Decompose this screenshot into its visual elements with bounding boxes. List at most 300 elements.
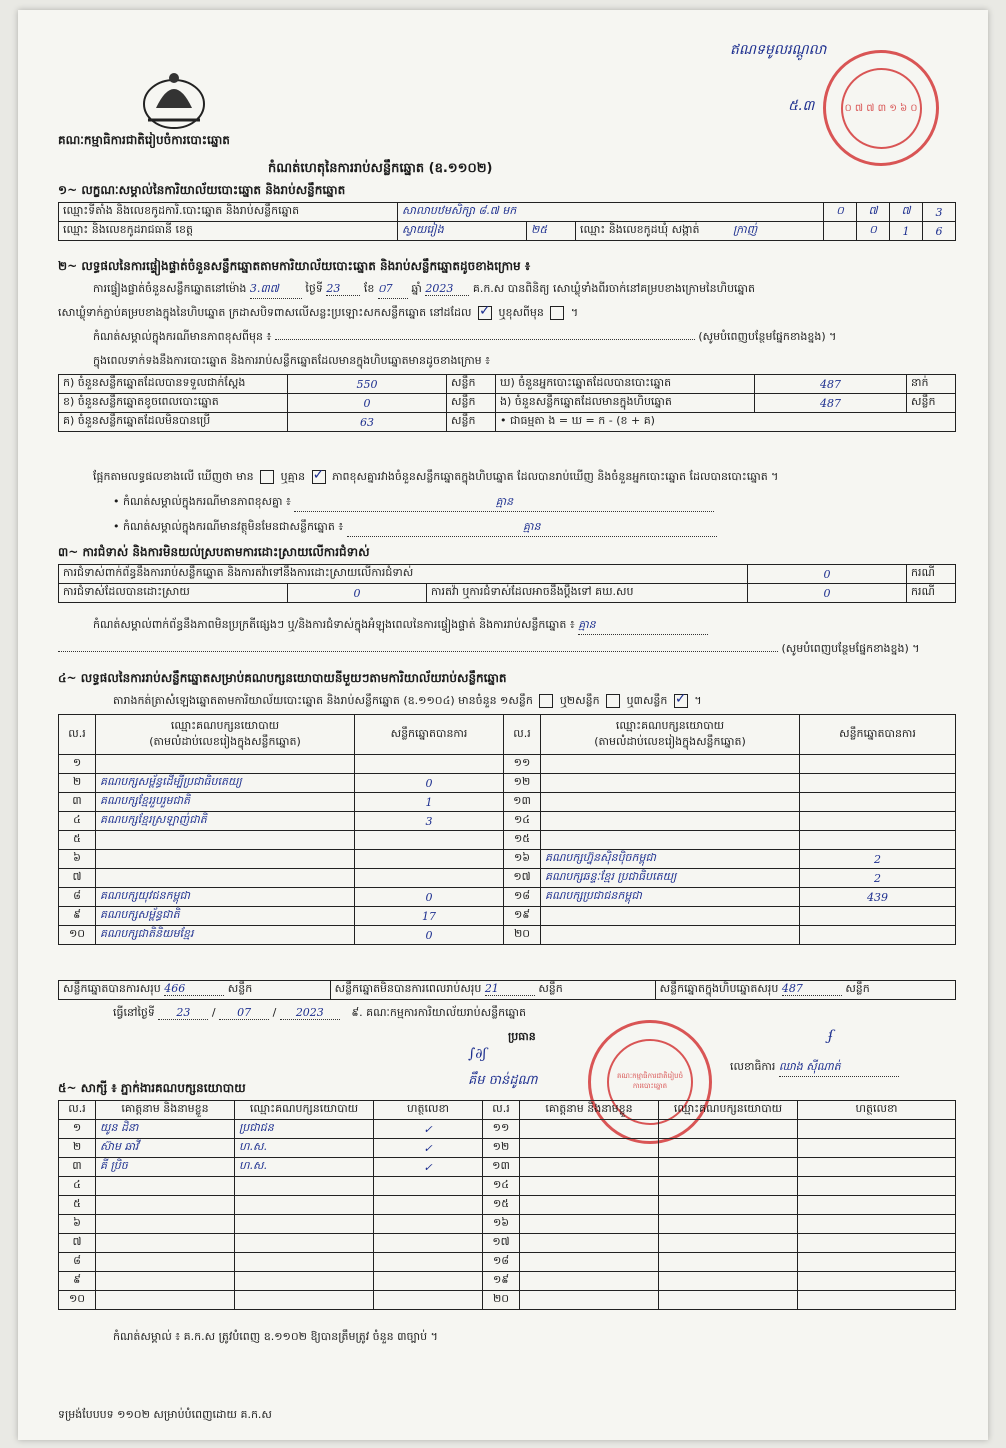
appeal-label: ការតវ៉ា ឬការជំទាស់ដែលអាចនឹងប្តឹងទៅ គឃ.សប [427, 584, 748, 603]
witness-party [659, 1177, 798, 1196]
section3-fill-more-text: (សូមបំពេញបន្ថែមផ្នែកខាងខ្នង) ។ [781, 642, 920, 655]
sign-day: 23 [158, 1006, 208, 1020]
party-votes [355, 755, 504, 774]
witness-signature [798, 1139, 956, 1158]
total-valid-cell [59, 981, 331, 1000]
party-votes: 0 [355, 774, 504, 793]
witness-row [59, 1158, 956, 1177]
row-no: ៨ [59, 888, 96, 907]
row-no: ១០ [59, 1291, 96, 1310]
section1-title: ១~ លក្ខណៈសម្គាល់នៃការិយាល័យបោះឆ្នោត និងរាប់សន្លឹកឆ្នោត [58, 183, 346, 197]
resolved-label: ការជំទាស់ដែលបានដោះស្រាយ [59, 584, 288, 603]
row-no: ៦ [59, 1215, 96, 1234]
w-col-sign: ហត្ថលេខា [374, 1101, 483, 1120]
total-box-label: សន្លឹកឆ្នោតក្នុងហិបឆ្នោតសរុប [659, 982, 779, 995]
row-no: ១៣ [483, 1158, 520, 1177]
chair-name: គឹម ចាន់ដូណា [468, 1073, 538, 1088]
section2-line3: ក្នុងពេលទាក់ទងនឹងការបោះឆ្នោត និងការរាប់សន្លឹកឆ្នោតដែលមានក្នុងហិបឆ្នោតមានដូចខាងក្រោម ៖ [93, 354, 490, 367]
line1-e: គ.ក.ស បានពិនិត្យ សោឃ្លុំទាំងពីរចាក់នៅគម្របខាងក្រោមនៃហិបឆ្នោត [472, 282, 756, 295]
party-name: គណបក្សប្រជាជនកម្ពុជា [541, 888, 800, 907]
row-e-value: 487 [755, 394, 907, 413]
province-label: ឈ្មោះ និងលេខកូដរាជធានី ខេត្ត [59, 222, 398, 241]
party-name [541, 926, 800, 945]
party-votes [355, 831, 504, 850]
row-no: ២០ [504, 926, 541, 945]
document-page [18, 10, 988, 1440]
party-name [541, 907, 800, 926]
col-votes-header: សន្លឹកឆ្នោតបានការ [355, 715, 504, 755]
row-no: ៩ [59, 1272, 96, 1291]
witness-party [659, 1234, 798, 1253]
row-d-unit: នាក់ [907, 375, 956, 394]
witness-row [59, 1215, 956, 1234]
witness-signature [374, 1196, 483, 1215]
party-name: គណបក្សសម្ព័ន្ធជាតិ [96, 907, 355, 926]
party-name: គណបក្សឆន្ទៈខ្មែរ ប្រជាធិបតេយ្យ [541, 869, 800, 888]
witness-party [235, 1291, 374, 1310]
col-party-title-right: ឈ្មោះគណបក្សនយោបាយ [615, 718, 725, 732]
form-code: ទម្រង់បែបបទ ១១០២ សម្រាប់បំពេញដោយ គ.ក.ស [58, 1408, 272, 1421]
witness-signature [798, 1291, 956, 1310]
org-name: គណៈកម្មាធិការជាតិរៀបចំការបោះឆ្នោត [58, 133, 230, 147]
witness-name: ស៊ាម ឆាវី [96, 1139, 235, 1158]
line1-b: ថ្ងៃទី [305, 282, 323, 295]
witness-signature [798, 1120, 956, 1139]
row-no: ១៧ [483, 1234, 520, 1253]
witness-name [96, 1177, 235, 1196]
witness-party [659, 1272, 798, 1291]
col-party-sub: (តាមលំដាប់លេខរៀងក្នុងសន្លឹកឆ្នោត) [149, 734, 301, 748]
section4-line: តារាងកត់ត្រាសំឡេងឆ្នោតតាមការិយាល័យបោះឆ្នោត និងរាប់សន្លឹកឆ្នោត (ឧ.១១០៤) មានចំនួន ១សន្លឹក ឬ២សន្លឹក ឬ៣សន្លឹក ✓ ។ [113, 694, 702, 710]
w-col-no-right: ល.រ [483, 1101, 520, 1120]
row-no: ២ [59, 774, 96, 793]
row-no: ១៧ [504, 869, 541, 888]
row-no: ៤ [59, 812, 96, 831]
location-value: សាលាបឋមសិក្សា ៨.៧ មក [398, 203, 824, 222]
compare-rest: ភាពខុសគ្នារវាងចំនួនសន្លឹកឆ្នោតក្នុងហិបឆ្នោត ដែលបានរាប់ឃើញ និងចំនួនអ្នកបោះឆ្នោត ដែលបានបោះឆ្នោត ។ [332, 470, 779, 483]
stamp-code: ០ ៧ ៧ ៣ ១ ៦ ០ [844, 102, 918, 114]
witness-name: គី ប្រិច [96, 1158, 235, 1177]
total-valid-label: សន្លឹកឆ្នោតបានការសរុប [63, 982, 161, 995]
witness-name [520, 1253, 659, 1272]
compare-or: ឬគ្មាន [280, 470, 306, 483]
row-no: ១២ [504, 774, 541, 793]
witness-name [96, 1215, 235, 1234]
appeal-value: 0 [748, 584, 907, 603]
resolved-value: 0 [288, 584, 427, 603]
witness-signature: ✓ [374, 1120, 483, 1139]
party-name: គណបក្សហ្វ៊ុនស៊ិនប៉ិចកម្ពុជា [541, 850, 800, 869]
row-no: ៤ [59, 1177, 96, 1196]
row-no: ៣ [59, 1158, 96, 1177]
party-name [541, 793, 800, 812]
witness-row [59, 1139, 956, 1158]
witness-signature [374, 1215, 483, 1234]
witness-name [96, 1272, 235, 1291]
document-title: កំណត់ហេតុនៃការរាប់សន្លឹកឆ្នោត (ឧ.១១០២) [268, 161, 493, 176]
objection-table [58, 564, 956, 603]
row-no: ១ [59, 1120, 96, 1139]
total-invalid-cell [330, 981, 655, 1000]
note-invalid-line [113, 520, 717, 537]
witness-row [59, 1234, 956, 1253]
section4-title: ៤~ លទ្ធផលនៃការរាប់សន្លឹកឆ្នោតសម្រាប់គណបក្សនយោបាយនីមួយៗតាមការិយាល័យរាប់សន្លឹកឆ្នោត [58, 671, 507, 685]
section3-note-value: គ្មាន [578, 618, 708, 635]
party-votes: 3 [355, 812, 504, 831]
row-a-label: ក) ចំនួនសន្លឹកឆ្នោតដែលបានទទួលជាក់ស្តែង [59, 375, 288, 394]
witness-party [659, 1139, 798, 1158]
party-votes [800, 774, 956, 793]
party-name [96, 831, 355, 850]
row-no: ១៦ [483, 1215, 520, 1234]
party-result-row [59, 869, 956, 888]
witness-name [520, 1158, 659, 1177]
row-d-value: 487 [755, 375, 907, 394]
party-result-row [59, 850, 956, 869]
w-col-name: គោត្តនាម និងនាមខ្លួន [96, 1101, 235, 1120]
witness-party [235, 1272, 374, 1291]
tally-sheet-text: តារាងកត់ត្រាសំឡេងឆ្នោតតាមការិយាល័យបោះឆ្នោត និងរាប់សន្លឹកឆ្នោត (ឧ.១១០៤) មានចំនួន ១សន្លឹក [113, 694, 533, 707]
row-no: ៥ [59, 831, 96, 850]
location-label: ឈ្មោះទីតាំង និងលេខកូដការិ.បោះឆ្នោត និងរាប់សន្លឹកឆ្នោត [59, 203, 398, 222]
total-invalid-label: សន្លឹកឆ្នោតមិនបានការពេលរាប់សរុប [334, 982, 482, 995]
secretary-name: ឈាង ស៊ីណាត់ [779, 1060, 899, 1077]
total-box-cell [655, 981, 955, 1000]
count-time: 3.៣៧ [250, 282, 302, 299]
ballot-count-table [58, 374, 956, 432]
appeal-unit: ករណី [907, 584, 956, 603]
stamp-text: គណៈកម្មាធិការជាតិរៀបចំការបោះឆ្នោត [616, 1072, 684, 1090]
party-name [96, 850, 355, 869]
note-diff-label: • កំណត់សម្គាល់ក្នុងករណីមានភាពខុសគ្នា ៖ [113, 495, 291, 508]
witness-name [96, 1196, 235, 1215]
witness-table [58, 1100, 956, 1310]
witness-signature: ✓ [374, 1158, 483, 1177]
note-invalid-label: • កំណត់សម្គាល់ក្នុងករណីមានវត្ថុមិនមែនជាសន្លឹកឆ្នោត ៖ [113, 520, 344, 533]
w-col-sign-right: ហត្ថលេខា [798, 1101, 956, 1120]
row-b-label: ខ) ចំនួនសន្លឹកឆ្នោតខូចពេលបោះឆ្នោត [59, 394, 288, 413]
section2-line1 [93, 282, 755, 299]
line1-c: ខែ [363, 282, 375, 295]
three-sheets-label: ឬ៣សន្លឹក [626, 694, 668, 707]
line1-d: ឆ្នាំ [411, 282, 422, 295]
row-no: ៦ [59, 850, 96, 869]
chair-signature: ∫∂ʃ [468, 1046, 487, 1062]
total-box-unit: សន្លឹក [845, 982, 870, 995]
commune-label: ឈ្មោះ និងលេខកូដឃុំ សង្កាត់ [580, 223, 700, 236]
party-name: គណបក្សខ្មែររួបរួមជាតិ [96, 793, 355, 812]
row-d-label: ឃ) ចំនួនអ្នកបោះឆ្នោតដែលបានបោះឆ្នោត [496, 375, 755, 394]
totals-table [58, 980, 956, 1000]
has-diff-checkbox[interactable] [260, 470, 274, 484]
province-value: ស្វាយរៀង [398, 222, 527, 241]
row-e-unit: សន្លឹក [907, 394, 956, 413]
witness-party [659, 1253, 798, 1272]
row-c-label: គ) ចំនួនសន្លឹកឆ្នោតដែលមិនបានប្រើ [59, 413, 288, 432]
row-a-unit: សន្លឹក [447, 375, 496, 394]
party-votes: 1 [355, 793, 504, 812]
row-a-value: 550 [288, 375, 447, 394]
objection-unit: ករណី [907, 565, 956, 584]
col-votes-header-right: សន្លឹកឆ្នោតបានការ [800, 715, 956, 755]
party-results-table [58, 714, 956, 945]
row-no: ១៨ [483, 1253, 520, 1272]
w-col-name-right: គោត្តនាម និងនាមខ្លួន [520, 1101, 659, 1120]
official-stamp-top [823, 50, 939, 166]
count-month: ០7 [378, 282, 408, 299]
row-no: ១៤ [504, 812, 541, 831]
row-e-label: ង) ចំនួនសន្លឹកឆ្នោតដែលមានក្នុងហិបឆ្នោត [496, 394, 755, 413]
section2-note [93, 330, 836, 346]
witness-row [59, 1253, 956, 1272]
party-result-row [59, 793, 956, 812]
row-no: ១៨ [504, 888, 541, 907]
party-name [541, 755, 800, 774]
row-no: ១៣ [504, 793, 541, 812]
party-result-row [59, 907, 956, 926]
witness-party [235, 1234, 374, 1253]
same-checkbox[interactable] [478, 306, 492, 320]
w-col-no: ល.រ [59, 1101, 96, 1120]
party-name [96, 869, 355, 888]
witness-party [235, 1177, 374, 1196]
witness-party [235, 1253, 374, 1272]
party-votes [800, 755, 956, 774]
row-no: ១៩ [483, 1272, 520, 1291]
witness-name [520, 1139, 659, 1158]
one-sheet-checkbox[interactable] [539, 694, 553, 708]
section3-fill-more [58, 642, 920, 658]
note-label: កំណត់សម្គាល់ក្នុងករណីមានភាពខុសពីមុន ៖ [93, 330, 272, 343]
witness-party [659, 1196, 798, 1215]
witness-signature [374, 1253, 483, 1272]
party-votes [800, 907, 956, 926]
row-no: ៩ [59, 907, 96, 926]
col-no-header: ល.រ [59, 715, 96, 755]
row-no: ១៩ [504, 907, 541, 926]
witness-name [96, 1253, 235, 1272]
sign-month: 07 [219, 1006, 269, 1020]
two-sheets-label: ឬ២សន្លឹក [559, 694, 600, 707]
row-c-unit: សន្លឹក [447, 413, 496, 432]
party-votes: 439 [800, 888, 956, 907]
note-diff-value: គ្មាន [294, 495, 714, 512]
witness-row [59, 1196, 956, 1215]
section3-title: ៣~ ការជំទាស់ និងការមិនយល់ស្របតាមការដោះស្រាយលើការជំទាស់ [58, 545, 370, 559]
row-c-value: 63 [288, 413, 447, 432]
col-party-title: ឈ្មោះគណបក្សនយោបាយ [170, 718, 280, 732]
row-no: ៧ [59, 1234, 96, 1253]
commune-code-digit: ០ [857, 222, 890, 241]
witness-row [59, 1272, 956, 1291]
party-votes: 17 [355, 907, 504, 926]
party-result-row [59, 812, 956, 831]
party-name [96, 755, 355, 774]
different-checkbox[interactable] [550, 306, 564, 320]
row-b-value: 0 [288, 394, 447, 413]
section3-note [93, 618, 708, 635]
row-no: ៣ [59, 793, 96, 812]
party-result-row [59, 774, 956, 793]
row-no: ៥ [59, 1196, 96, 1215]
row-no: ១៥ [504, 831, 541, 850]
party-votes [800, 793, 956, 812]
commune-value: ក្រាញ់ [733, 223, 758, 236]
witness-signature [374, 1291, 483, 1310]
witness-name [96, 1234, 235, 1253]
chair-label: ប្រធាន [508, 1030, 536, 1043]
row-no: ៨ [59, 1253, 96, 1272]
count-day: 23 [326, 282, 360, 296]
witness-party [235, 1196, 374, 1215]
witness-signature [374, 1272, 483, 1291]
row-no: ១១ [504, 755, 541, 774]
commune-code-digit: 6 [923, 222, 956, 241]
party-result-row [59, 831, 956, 850]
party-votes [800, 812, 956, 831]
row-no: ១៦ [504, 850, 541, 869]
line2-text: សោឃ្លុំទាក់ភ្ជាប់គម្របខាងក្នុងនៃហិបឆ្នោត ក្រដាសបិទពាសលើសន្លះប្រឡោះសកសន្លឹកឆ្នោត នៅដដែល [58, 306, 472, 319]
commune-cell [576, 222, 824, 241]
section1-table [58, 202, 956, 241]
section2-line2: សោឃ្លុំទាក់ភ្ជាប់គម្របខាងក្នុងនៃហិបឆ្នោត ក្រដាសបិទពាសលើសន្លះប្រឡោះសកសន្លឹកឆ្នោត នៅដដែល ✓ ឬខុសពីមុន ។ [58, 306, 578, 322]
witness-signature: ✓ [374, 1139, 483, 1158]
emblem-icon [138, 60, 210, 132]
witness-signature [374, 1177, 483, 1196]
three-sheets-checkbox[interactable] [674, 694, 688, 708]
w-col-party-right: ឈ្មោះគណបក្សនយោបាយ [659, 1101, 798, 1120]
secretary-label: លេខាធិការ [730, 1060, 776, 1073]
witness-row [59, 1120, 956, 1139]
no-diff-checkbox[interactable] [312, 470, 326, 484]
witness-signature [798, 1215, 956, 1234]
witness-signature [798, 1196, 956, 1215]
party-name [541, 774, 800, 793]
witness-row [59, 1291, 956, 1310]
witness-signature [798, 1253, 956, 1272]
witness-signature [798, 1272, 956, 1291]
witness-signature [798, 1177, 956, 1196]
row-no: ១១ [483, 1120, 520, 1139]
compare-line [93, 470, 778, 486]
witness-name [520, 1291, 659, 1310]
note-invalid-value: គ្មាន [347, 520, 717, 537]
witness-name [520, 1272, 659, 1291]
witness-name: យូន ដិនា [96, 1120, 235, 1139]
code-digit: ៧ [857, 203, 890, 222]
code-digit: ០ [824, 203, 857, 222]
row-no: ២ [59, 1139, 96, 1158]
witness-name [96, 1291, 235, 1310]
objection-value: 0 [748, 565, 907, 584]
two-sheets-checkbox[interactable] [606, 694, 620, 708]
party-votes [355, 850, 504, 869]
witness-party [659, 1158, 798, 1177]
footer-note: កំណត់សម្គាល់ ៖ គ.ក.ស ត្រូវបំពេញ ឧ.១១០២ ឱ្យបានត្រឹមត្រូវ ចំនួន ៣ច្បាប់ ។ [113, 1330, 438, 1343]
col-party-sub-right: (តាមលំដាប់លេខរៀងក្នុងសន្លឹកឆ្នោត) [594, 734, 746, 748]
province-code: ២៥ [527, 222, 576, 241]
party-result-row [59, 926, 956, 945]
objection-label: ការជំទាស់ពាក់ព័ន្ធនឹងការរាប់សន្លឹកឆ្នោត និងការតវ៉ាទៅនឹងការដោះស្រាយលើការជំទាស់ [59, 565, 748, 584]
witness-party: ហ.ស. [235, 1158, 374, 1177]
total-box-value: 487 [782, 982, 842, 996]
section3-note-label: កំណត់សម្គាល់ពាក់ព័ន្ធនឹងភាពមិនប្រក្រតីផ្សេងៗ ឬ/និងការជំទាស់ក្នុងអំឡុងពេលនៃការផ្ទៀងផ្ទាត់ និងការរាប់សន្លឹកឆ្នោត ៖ [93, 618, 575, 631]
row-no: ១ [59, 755, 96, 774]
stamp-inner [841, 68, 922, 149]
row-no: ៧ [59, 869, 96, 888]
witness-name [520, 1177, 659, 1196]
witness-party: ហ.ស. [235, 1139, 374, 1158]
top-right-note: ឥណទមូលរណ្ដូលា [730, 42, 827, 58]
party-name [541, 812, 800, 831]
party-result-row [59, 888, 956, 907]
party-name: គណបក្សសម្ព័ន្ធដើម្បីប្រជាធិបតេយ្យ [96, 774, 355, 793]
party-name [541, 831, 800, 850]
party-name: គណបក្សជាតិនិយមខ្មែរ [96, 926, 355, 945]
total-invalid-unit: សន្លឹក [538, 982, 563, 995]
party-votes: 0 [355, 888, 504, 907]
witness-party [235, 1215, 374, 1234]
party-name: គណបក្សយុវជនកម្ពុជា [96, 888, 355, 907]
party-name: គណបក្សខ្មែរស្រឡាញ់ជាតិ [96, 812, 355, 831]
witness-party: ប្រជាជន [235, 1120, 374, 1139]
w-col-party: ឈ្មោះគណបក្សនយោបាយ [235, 1101, 374, 1120]
witness-party [659, 1291, 798, 1310]
party-votes: 2 [800, 850, 956, 869]
witness-name [520, 1120, 659, 1139]
note-diff-line [113, 495, 714, 512]
line1-a: ការផ្ទៀងផ្ទាត់ចំនួនសន្លឹកឆ្នោតនៅម៉ោង [93, 282, 247, 295]
total-valid-value: 466 [164, 982, 224, 996]
commission-label: ៩. គណៈកម្មការការិយាល័យរាប់សន្លឹកឆ្នោត [351, 1006, 527, 1019]
compare-text: ផ្អែកតាមលទ្ធផលខាងលើ ឃើញថា មាន [93, 470, 254, 483]
signature-date-line: ធ្វើនៅថ្ងៃទី 23 / 07 / 2023 ៩. គណៈកម្មការការិយាល័យរាប់សន្លឹកឆ្នោត [113, 1006, 527, 1019]
total-valid-unit: សន្លឹក [227, 982, 253, 995]
made-on-label: ធ្វើនៅថ្ងៃទី [113, 1006, 155, 1019]
party-result-row [59, 755, 956, 774]
secretary-signature: ʄ [828, 1028, 834, 1044]
party-votes [355, 869, 504, 888]
line2-or: ឬខុសពីមុន [498, 306, 544, 319]
section2-title: ២~ លទ្ធផលនៃការផ្ទៀងផ្ទាត់ចំនួនសន្លឹកឆ្នោតតាមការិយាល័យបោះឆ្នោត និងរាប់សន្លឹកឆ្នោតដូចខាងក្រោម ៖ [58, 259, 531, 273]
witness-name [520, 1234, 659, 1253]
party-votes [800, 831, 956, 850]
row-b-unit: សន្លឹក [447, 394, 496, 413]
total-invalid-value: 21 [485, 982, 535, 996]
party-votes [800, 926, 956, 945]
row-no: ១៤ [483, 1177, 520, 1196]
witness-signature [798, 1234, 956, 1253]
row-no: ១០ [59, 926, 96, 945]
witness-signature [374, 1234, 483, 1253]
row-no: ១២ [483, 1139, 520, 1158]
witness-row [59, 1177, 956, 1196]
col-party-header-right [541, 715, 800, 755]
formula-note: • ជាធម្មតា ង = ឃ = ក - (ខ + គ) [496, 413, 956, 432]
secretary-line [730, 1060, 899, 1077]
code-digit: 3 [923, 203, 956, 222]
witness-name [520, 1196, 659, 1215]
party-votes: 2 [800, 869, 956, 888]
count-year: 2023 [425, 282, 469, 296]
code-digit: ៧ [890, 203, 923, 222]
fill-more-note: (សូមបំពេញបន្ថែមផ្នែកខាងខ្នង) ។ [698, 330, 837, 343]
sign-year: 2023 [280, 1006, 340, 1020]
witness-party [659, 1120, 798, 1139]
witness-party [659, 1215, 798, 1234]
col-party-header [96, 715, 355, 755]
row-no: ២០ [483, 1291, 520, 1310]
